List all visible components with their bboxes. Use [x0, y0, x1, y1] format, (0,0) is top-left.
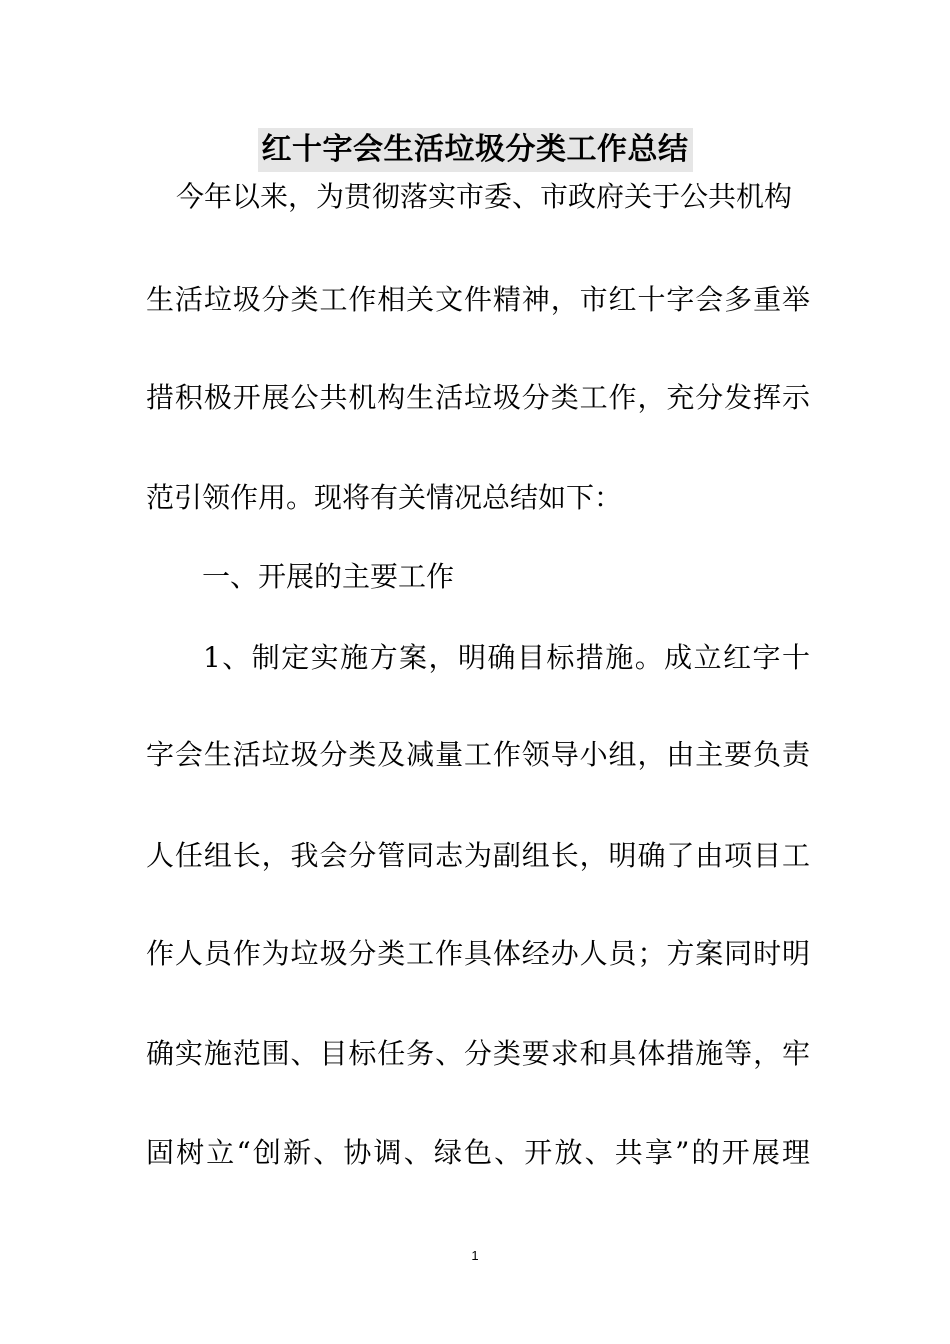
- paragraph-line: 人任组长，我会分管同志为副组长，明确了由项目工: [146, 839, 810, 872]
- paragraph-line: 措积极开展公共机构生活垃圾分类工作，充分发挥示: [146, 381, 810, 414]
- document-title: [0, 128, 950, 172]
- paragraph-line: 字会生活垃圾分类及减量工作领导小组，由主要负责: [146, 738, 810, 771]
- paragraph-line: 范引领作用。现将有关情况总结如下：: [146, 481, 623, 514]
- paragraph-line: 固树立“创新、协调、绿色、开放、共享”的开展理: [146, 1136, 810, 1169]
- paragraph-line: 1、制定实施方案，明确目标措施。成立红字十: [203, 641, 810, 674]
- section-heading: 一、开展的主要工作: [202, 560, 455, 593]
- paragraph-line: 作人员作为垃圾分类工作具体经办人员；方案同时明: [146, 937, 810, 970]
- paragraph-line: 今年以来，为贯彻落实市委、市政府关于公共机构: [176, 180, 793, 213]
- paragraph-line: 确实施范围、目标任务、分类要求和具体措施等，牢: [146, 1037, 810, 1070]
- paragraph-line: 生活垃圾分类工作相关文件精神，市红十字会多重举: [146, 283, 810, 316]
- page-number: 1: [471, 1248, 479, 1263]
- document-title-text: 红十字会生活垃圾分类工作总结: [258, 128, 693, 172]
